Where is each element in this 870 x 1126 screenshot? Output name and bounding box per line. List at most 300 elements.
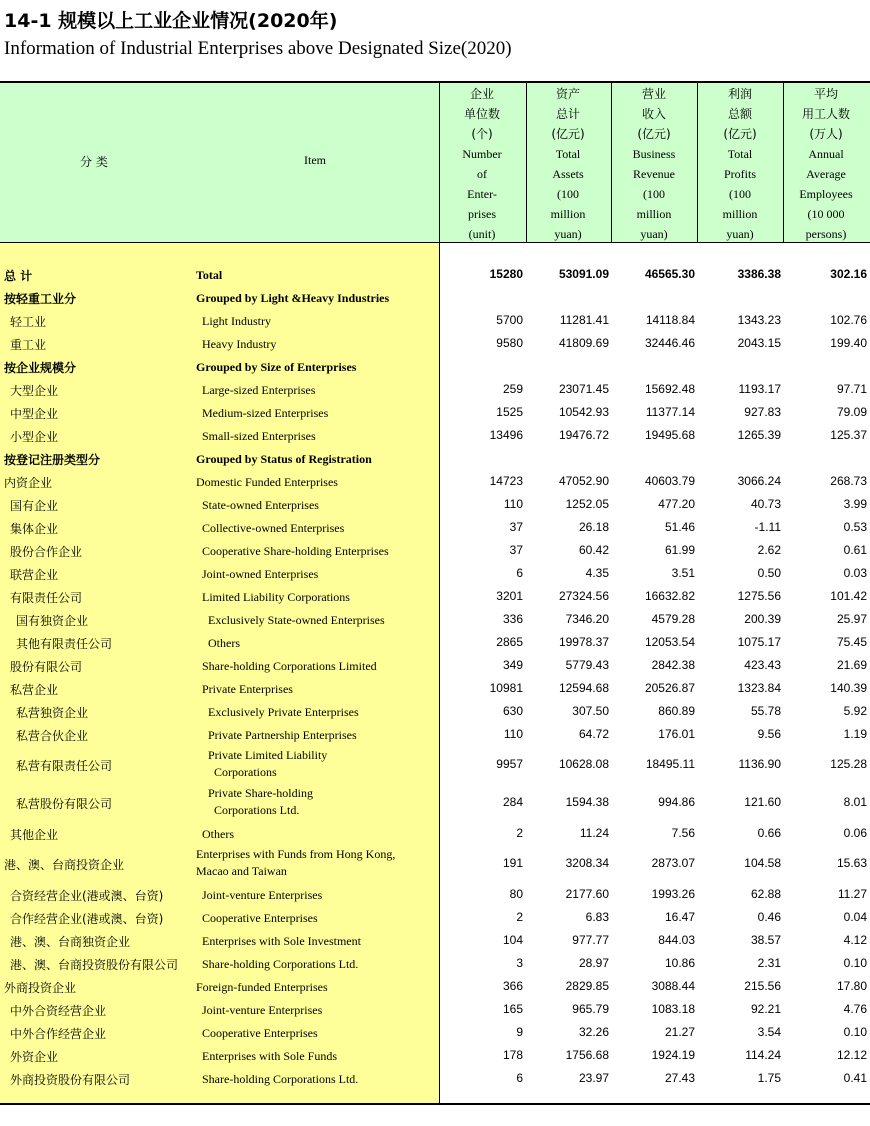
cell-value: 927.83	[744, 405, 781, 419]
row-label-en	[208, 727, 357, 744]
column-header	[697, 84, 783, 242]
cell-value: 16632.82	[644, 589, 695, 603]
column-header	[611, 84, 697, 242]
cell-value: 12594.68	[558, 681, 609, 695]
cell-value: 125.28	[830, 757, 867, 771]
row-label-en	[202, 589, 350, 606]
row-label-en	[202, 910, 318, 927]
row-label-en-line: Small-sized Enterprises	[202, 429, 316, 443]
cell-value: 215.56	[744, 979, 781, 993]
cell-value: 140.39	[830, 681, 867, 695]
column-header-line: Total	[555, 147, 581, 161]
row-label-en	[202, 658, 377, 675]
cell-value: 3.99	[843, 497, 867, 511]
cell-value: 101.42	[830, 589, 867, 603]
cell-value: 199.40	[830, 336, 867, 350]
cell-value: 13496	[489, 428, 523, 442]
column-header-line: million	[636, 207, 672, 221]
row-label-en-line: Enterprises with Sole Funds	[202, 1049, 337, 1063]
column-header-line: 资产	[555, 87, 580, 101]
row-label-en-line: Others	[208, 636, 240, 650]
cell-value: 19476.72	[558, 428, 609, 442]
row-label-en	[202, 1025, 318, 1042]
cell-value: 191	[502, 856, 523, 870]
table-row	[0, 905, 870, 928]
row-label-en-line: Foreign-funded Enterprises	[196, 980, 328, 994]
cell-value: 97.71	[836, 382, 867, 396]
column-header-line: 总计	[555, 107, 580, 121]
header-category: 分 类	[80, 155, 108, 169]
column-header-line: (亿元)	[551, 127, 585, 141]
cell-value: 4.76	[843, 1002, 867, 1016]
cell-value: 11.24	[579, 826, 609, 840]
column-header-line: yuan)	[554, 227, 582, 241]
row-label-en-line: Others	[202, 827, 234, 841]
cell-value: 7346.20	[565, 612, 609, 626]
cell-value: 32.26	[578, 1025, 609, 1039]
cell-value: 200.39	[744, 612, 781, 626]
row-label-cn: 集体企业	[10, 522, 59, 536]
cell-value: 1323.84	[737, 681, 781, 695]
column-header-line: (亿元)	[637, 127, 671, 141]
cell-value: 19978.37	[558, 635, 609, 649]
row-label-en	[208, 747, 327, 781]
row-label-cn: 大型企业	[10, 384, 59, 398]
cell-value: 1136.90	[738, 757, 781, 771]
column-header-line: Average	[806, 167, 846, 181]
table-row	[0, 354, 870, 377]
cell-value: 102.76	[830, 313, 867, 327]
cell-value: 3	[516, 956, 523, 970]
table-title-en: Information of Industrial Enterprises above Designated Size(2020)	[4, 38, 512, 59]
cell-value: 47052.90	[558, 474, 609, 488]
cell-value: 977.77	[572, 933, 609, 947]
row-label-en	[202, 1048, 337, 1065]
table-row	[0, 745, 870, 783]
cell-value: 1.19	[843, 727, 867, 741]
row-label-en-line: Private Share-holding	[208, 786, 313, 800]
table-row	[0, 377, 870, 400]
cell-value: 2873.07	[651, 856, 695, 870]
cell-value: 51.46	[664, 520, 695, 534]
row-label-cn: 港、澳、台商投资企业	[4, 858, 125, 872]
table-row	[0, 974, 870, 997]
row-label-cn: 按轻重工业分	[4, 292, 77, 306]
cell-value: 1756.68	[565, 1048, 609, 1062]
row-label-en	[202, 826, 234, 843]
table-row	[0, 331, 870, 354]
cell-value: 125.37	[830, 428, 867, 442]
column-header-line: 用工人数	[801, 107, 850, 121]
cell-value: 15.63	[836, 856, 867, 870]
table-row	[0, 928, 870, 951]
row-label-en-line: Share-holding Corporations Ltd.	[202, 1072, 359, 1086]
cell-value: 284	[502, 795, 523, 809]
row-label-cn: 外资企业	[10, 1050, 59, 1064]
cell-value: 46565.30	[644, 267, 695, 281]
cell-value: 366	[502, 979, 523, 993]
row-label-en	[196, 290, 389, 307]
cell-value: 0.41	[843, 1071, 867, 1085]
cell-value: 5700	[496, 313, 523, 327]
cell-value: 55.78	[750, 704, 781, 718]
table-row	[0, 783, 870, 821]
row-label-cn: 私营独资企业	[16, 706, 89, 720]
column-header-line: 收入	[641, 107, 666, 121]
cell-value: 0.10	[843, 956, 867, 970]
column-header-line: 企业	[469, 87, 494, 101]
cell-value: 9.56	[757, 727, 781, 741]
column-header-line: (10 000	[807, 207, 845, 221]
cell-value: 40603.79	[644, 474, 695, 488]
cell-value: 2177.60	[565, 887, 609, 901]
row-label-en-line: Grouped by Status of Registration	[196, 452, 372, 466]
cell-value: 114.24	[745, 1048, 781, 1062]
cell-value: 1.75	[757, 1071, 781, 1085]
row-label-en	[202, 543, 389, 560]
cell-value: 6	[516, 1071, 523, 1085]
cell-value: 336	[502, 612, 523, 626]
row-label-cn: 私营合伙企业	[16, 729, 89, 743]
cell-value: 423.43	[744, 658, 781, 672]
table-row	[0, 515, 870, 538]
table-row	[0, 561, 870, 584]
column-header-line: Number	[462, 147, 502, 161]
column-header-line: (个)	[471, 127, 493, 141]
cell-value: 37	[509, 543, 523, 557]
cell-value: 61.99	[664, 543, 695, 557]
column-header-line: (亿元)	[723, 127, 757, 141]
table-row	[0, 997, 870, 1020]
cell-value: 15280	[489, 267, 523, 281]
row-label-en-line: Private Limited Liability	[208, 748, 328, 762]
column-header-line: 单位数	[463, 107, 500, 121]
cell-value: 80	[509, 887, 523, 901]
cell-value: 3066.24	[737, 474, 781, 488]
cell-value: -1.11	[754, 520, 781, 534]
row-label-cn: 重工业	[10, 338, 47, 352]
cell-value: 110	[503, 727, 523, 741]
row-label-cn: 国有独资企业	[16, 614, 89, 628]
cell-value: 10.86	[664, 956, 695, 970]
cell-value: 0.61	[843, 543, 867, 557]
column-header-line: Revenue	[633, 167, 675, 181]
row-label-en-line: Joint-venture Enterprises	[202, 1003, 323, 1017]
row-label-en	[208, 785, 313, 819]
cell-value: 23071.45	[558, 382, 609, 396]
cell-value: 79.09	[836, 405, 867, 419]
column-header-line: 总额	[727, 107, 752, 121]
table-row	[0, 844, 870, 882]
row-label-cn: 港、澳、台商独资企业	[10, 935, 131, 949]
cell-value: 32446.46	[644, 336, 695, 350]
cell-value: 27.43	[664, 1071, 695, 1085]
cell-value: 3088.44	[651, 979, 695, 993]
row-label-en-line: Domestic Funded Enterprises	[196, 475, 338, 489]
cell-value: 0.66	[757, 826, 781, 840]
cell-value: 860.89	[658, 704, 695, 718]
cell-value: 17.80	[836, 979, 867, 993]
cell-value: 1993.26	[651, 887, 695, 901]
cell-value: 21.27	[664, 1025, 695, 1039]
row-label-cn: 外商投资企业	[4, 981, 77, 995]
cell-value: 37	[509, 520, 523, 534]
cell-value: 4.35	[585, 566, 609, 580]
column-header-line: Employees	[799, 187, 853, 201]
column-header-line: 利润	[727, 87, 752, 101]
cell-value: 2842.38	[651, 658, 695, 672]
cell-value: 1083.18	[651, 1002, 695, 1016]
column-header-line: (100	[643, 187, 665, 201]
cell-value: 11.27	[837, 887, 867, 901]
row-label-cn: 小型企业	[10, 430, 59, 444]
row-label-en	[202, 313, 271, 330]
row-label-en-line: Cooperative Share-holding Enterprises	[202, 544, 389, 558]
cell-value: 104.58	[744, 856, 781, 870]
table-row	[0, 423, 870, 446]
row-label-en	[202, 933, 361, 950]
table-title-cn: 14-1 规模以上工业企业情况(2020年)	[4, 10, 338, 32]
table-row	[0, 469, 870, 492]
cell-value: 630	[502, 704, 523, 718]
row-label-en-line: Collective-owned Enterprises	[202, 521, 345, 535]
row-label-cn: 按企业规模分	[4, 361, 77, 375]
cell-value: 3.51	[671, 566, 695, 580]
cell-value: 12.12	[836, 1048, 867, 1062]
cell-value: 12053.54	[644, 635, 695, 649]
cell-value: 28.97	[578, 956, 609, 970]
cell-value: 21.69	[836, 658, 867, 672]
row-label-en-line: Cooperative Enterprises	[202, 911, 318, 925]
column-header-line: Total	[727, 147, 753, 161]
cell-value: 3386.38	[737, 267, 781, 281]
cell-value: 0.06	[843, 826, 867, 840]
row-label-cn: 中外合作经营企业	[10, 1027, 107, 1041]
cell-value: 965.79	[572, 1002, 609, 1016]
cell-value: 110	[503, 497, 523, 511]
cell-value: 2.31	[757, 956, 781, 970]
cell-value: 75.45	[836, 635, 867, 649]
row-label-cn: 总 计	[4, 269, 33, 283]
cell-value: 40.73	[750, 497, 781, 511]
row-label-en	[208, 635, 240, 652]
table-row	[0, 584, 870, 607]
cell-value: 15692.48	[644, 382, 695, 396]
row-label-en-line: Exclusively Private Enterprises	[208, 705, 359, 719]
cell-value: 14723	[489, 474, 523, 488]
row-label-en	[202, 566, 318, 583]
row-label-en-line: Share-holding Corporations Limited	[202, 659, 377, 673]
cell-value: 0.03	[843, 566, 867, 580]
cell-value: 2	[516, 910, 523, 924]
column-header-line: Assets	[552, 167, 584, 181]
row-label-en-line: Limited Liability Corporations	[202, 590, 350, 604]
row-label-cn: 国有企业	[10, 499, 59, 513]
table-row	[0, 538, 870, 561]
row-label-en-line: Total	[196, 268, 223, 282]
row-label-en-line: Large-sized Enterprises	[202, 383, 316, 397]
column-header-line: of	[477, 167, 487, 181]
row-label-cn: 内资企业	[4, 476, 53, 490]
row-label-en-line: Private Enterprises	[202, 682, 293, 696]
cell-value: 1594.38	[565, 795, 609, 809]
row-label-en-line: Enterprises with Sole Investment	[202, 934, 361, 948]
column-header-line: persons)	[805, 227, 847, 241]
row-label-en-line: Joint-owned Enterprises	[202, 567, 319, 581]
cell-value: 26.18	[578, 520, 609, 534]
cell-value: 0.04	[843, 910, 867, 924]
column-header-line: 营业	[641, 87, 666, 101]
row-label-cn: 合资经营企业(港或澳、台资)	[10, 889, 164, 903]
cell-value: 302.16	[830, 267, 867, 281]
cell-value: 0.53	[843, 520, 867, 534]
column-header-line: (unit)	[468, 227, 496, 241]
column-header	[783, 84, 869, 242]
column-header	[439, 84, 525, 242]
cell-value: 1075.17	[737, 635, 781, 649]
cell-value: 27324.56	[558, 589, 609, 603]
cell-value: 64.72	[578, 727, 609, 741]
row-label-en	[202, 681, 293, 698]
row-label-en	[202, 336, 276, 353]
table-row	[0, 1066, 870, 1089]
row-label-en-line: Cooperative Enterprises	[202, 1026, 318, 1040]
row-label-cn: 私营有限责任公司	[16, 759, 113, 773]
column-header-line: (100	[729, 187, 751, 201]
cell-value: 25.97	[836, 612, 867, 626]
header-item: Item	[304, 153, 326, 167]
cell-value: 10628.08	[558, 757, 609, 771]
cell-value: 38.57	[750, 933, 781, 947]
row-label-en-line: Private Partnership Enterprises	[208, 728, 357, 742]
table-row	[0, 882, 870, 905]
row-label-en	[202, 497, 319, 514]
row-label-en-line: Macao and Taiwan	[196, 864, 287, 878]
cell-value: 6	[516, 566, 523, 580]
cell-value: 1193.17	[738, 382, 781, 396]
cell-value: 1525	[496, 405, 523, 419]
table-row	[0, 653, 870, 676]
cell-value: 9	[516, 1025, 523, 1039]
row-label-en	[202, 956, 358, 973]
cell-value: 92.21	[750, 1002, 781, 1016]
cell-value: 7.56	[671, 826, 695, 840]
cell-value: 994.86	[658, 795, 695, 809]
cell-value: 19495.68	[644, 428, 695, 442]
row-label-cn: 其他企业	[10, 828, 59, 842]
cell-value: 1343.23	[737, 313, 781, 327]
column-header-line: Annual	[808, 147, 844, 161]
cell-value: 2.62	[757, 543, 781, 557]
row-label-cn: 私营企业	[10, 683, 59, 697]
row-label-en-line: Heavy Industry	[202, 337, 277, 351]
row-label-cn: 合作经营企业(港或澳、台资)	[10, 912, 164, 926]
row-label-en-line: Medium-sized Enterprises	[202, 406, 329, 420]
cell-value: 62.88	[750, 887, 781, 901]
cell-value: 178	[502, 1048, 523, 1062]
cell-value: 4.12	[843, 933, 867, 947]
row-label-en-line: Share-holding Corporations Ltd.	[202, 957, 359, 971]
cell-value: 0.50	[757, 566, 781, 580]
column-header-line: million	[550, 207, 586, 221]
cell-value: 11377.14	[645, 405, 695, 419]
row-label-en	[196, 979, 328, 996]
row-label-en-line: Exclusively State-owned Enterprises	[208, 613, 385, 627]
cell-value: 2043.15	[737, 336, 781, 350]
row-label-cn: 轻工业	[10, 315, 47, 329]
cell-value: 20526.87	[644, 681, 695, 695]
row-label-cn: 有限责任公司	[10, 591, 83, 605]
row-label-cn: 按登记注册类型分	[4, 453, 101, 467]
cell-value: 53091.09	[558, 267, 609, 281]
column-header-line: Profits	[723, 167, 756, 181]
table-row	[0, 722, 870, 745]
cell-value: 5779.43	[565, 658, 609, 672]
cell-value: 3208.34	[565, 856, 609, 870]
cell-value: 104	[502, 933, 523, 947]
cell-value: 121.60	[744, 795, 781, 809]
row-label-cn: 私营股份有限公司	[16, 797, 113, 811]
column-header-line: (100	[557, 187, 579, 201]
row-label-cn: 外商投资股份有限公司	[10, 1073, 131, 1087]
row-label-en-line: Grouped by Size of Enterprises	[196, 360, 357, 374]
cell-value: 307.50	[572, 704, 609, 718]
cell-value: 10981	[489, 681, 523, 695]
row-label-en	[196, 451, 372, 468]
column-header-line: Business	[632, 147, 676, 161]
row-label-en	[202, 887, 322, 904]
row-label-cn: 股份有限公司	[10, 660, 83, 674]
cell-value: 4579.28	[651, 612, 695, 626]
table-row	[0, 821, 870, 844]
row-label-cn: 中型企业	[10, 407, 59, 421]
table-row	[0, 446, 870, 469]
row-label-en	[202, 1071, 358, 1088]
row-label-en	[208, 704, 359, 721]
cell-value: 41809.69	[558, 336, 609, 350]
row-label-en-line: Joint-venture Enterprises	[202, 888, 323, 902]
row-label-cn: 联营企业	[10, 568, 59, 582]
cell-value: 1275.56	[737, 589, 781, 603]
table-row	[0, 607, 870, 630]
row-label-en-line: Corporations	[214, 765, 277, 779]
cell-value: 9580	[496, 336, 523, 350]
cell-value: 176.01	[658, 727, 695, 741]
row-label-en	[196, 474, 338, 491]
row-label-en	[202, 428, 316, 445]
table-row	[0, 400, 870, 423]
cell-value: 8.01	[843, 795, 867, 809]
row-label-cn: 其他有限责任公司	[16, 637, 113, 651]
column-header-line: (万人)	[809, 127, 843, 141]
cell-value: 477.20	[658, 497, 695, 511]
row-label-en	[202, 382, 315, 399]
row-label-en	[202, 520, 344, 537]
cell-value: 60.42	[578, 543, 609, 557]
cell-value: 0.10	[843, 1025, 867, 1039]
row-label-cn: 股份合作企业	[10, 545, 83, 559]
cell-value: 11281.41	[559, 313, 609, 327]
table-row	[0, 1020, 870, 1043]
cell-value: 3.54	[757, 1025, 781, 1039]
row-label-cn: 港、澳、台商投资股份有限公司	[10, 958, 179, 972]
cell-value: 6.83	[585, 910, 609, 924]
cell-value: 5.92	[843, 704, 867, 718]
cell-value: 18495.11	[645, 757, 695, 771]
cell-value: 3201	[496, 589, 523, 603]
column-header-line: yuan)	[640, 227, 668, 241]
column-header-line: Enter-	[467, 187, 497, 201]
